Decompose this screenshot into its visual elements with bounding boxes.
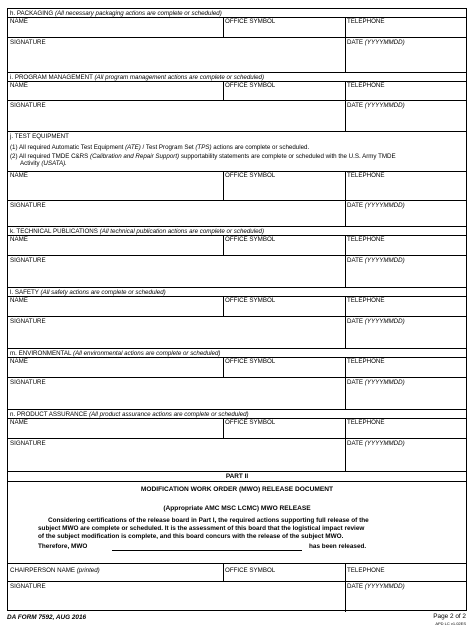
product-assurance-signature-field[interactable] — [10, 447, 342, 470]
date-label: DATE (YYYYMMDD) — [347, 318, 405, 325]
product-assurance-telephone-field[interactable] — [347, 426, 465, 437]
signature-label: SIGNATURE — [10, 39, 46, 46]
date-label: DATE (YYYYMMDD) — [347, 102, 405, 109]
safety-date-field[interactable] — [347, 325, 465, 347]
apd-version: APD LC v1.02ES — [435, 621, 466, 626]
office-symbol-label: OFFICE SYMBOL — [225, 358, 276, 365]
safety-signature-field[interactable] — [10, 325, 342, 347]
part-2-body — [8, 482, 466, 564]
telephone-label: TELEPHONE — [347, 297, 385, 304]
part-2-heading: MODIFICATION WORK ORDER (MWO) RELEASE DOCUMENT — [140, 486, 334, 493]
signature-label: SIGNATURE — [10, 583, 46, 590]
section-header: j. TEST EQUIPMENT — [10, 133, 69, 140]
name-label: NAME — [10, 358, 28, 365]
tech-pubs-name-field[interactable] — [10, 243, 220, 254]
product-assurance-office-field[interactable] — [225, 426, 343, 437]
tech-pubs-telephone-field[interactable] — [347, 243, 465, 254]
section-header: i. PROGRAM MANAGEMENT (All program management actions are complete or scheduled) — [10, 74, 265, 81]
office-symbol-label: OFFICE SYMBOL — [225, 82, 276, 89]
environmental-date-field[interactable] — [347, 386, 465, 408]
chairperson-telephone-field[interactable] — [347, 574, 465, 580]
environmental-signature-field[interactable] — [10, 386, 342, 408]
packaging-signature-field[interactable] — [10, 46, 342, 71]
section-header: n. PRODUCT ASSURANCE (All product assurance actions are complete or scheduled) — [10, 411, 249, 418]
environmental-office-field[interactable] — [225, 365, 343, 376]
name-label: NAME — [10, 419, 28, 426]
signature-label: SIGNATURE — [10, 257, 46, 264]
form-identifier: DA FORM 7592, AUG 2016 — [7, 614, 87, 621]
name-label: NAME — [10, 172, 28, 179]
test-equipment-item-2-cont: Activity (USATA). — [20, 160, 67, 167]
signature-label: SIGNATURE — [10, 440, 46, 447]
chairperson-name-field[interactable] — [10, 574, 220, 580]
packaging-date-field[interactable] — [347, 46, 465, 71]
program-mgmt-telephone-field[interactable] — [347, 89, 465, 99]
part-2-title: PART II — [225, 473, 249, 480]
telephone-label: TELEPHONE — [347, 419, 385, 426]
section-chairperson — [8, 564, 466, 612]
date-label: DATE (YYYYMMDD) — [347, 257, 405, 264]
section-header: m. ENVIRONMENTAL (All environmental actions are complete or scheduled) — [10, 350, 221, 357]
part-2-subheading: (Appropriate AMC MSC LCMC) MWO RELEASE — [163, 505, 311, 512]
section-header: l. SAFETY (All safety actions are complete or scheduled) — [10, 289, 166, 296]
signature-label: SIGNATURE — [10, 102, 46, 109]
office-symbol-label: OFFICE SYMBOL — [225, 297, 276, 304]
section-safety — [8, 288, 466, 349]
name-label: NAME — [10, 82, 28, 89]
test-equipment-date-field[interactable] — [347, 209, 465, 225]
tech-pubs-date-field[interactable] — [347, 264, 465, 286]
date-label: DATE (YYYYMMDD) — [347, 202, 405, 209]
tech-pubs-signature-field[interactable] — [10, 264, 342, 286]
test-equipment-name-field[interactable] — [10, 180, 220, 198]
packaging-office-field[interactable] — [225, 25, 343, 36]
test-equipment-item-2: (2) All required TMDE C&RS (Calibration and Repair Support) supportability statements are complete or scheduled with the U.S. Army TMDE — [10, 153, 396, 160]
signature-label: SIGNATURE — [10, 318, 46, 325]
section-product-assurance — [8, 410, 466, 472]
telephone-label: TELEPHONE — [347, 358, 385, 365]
name-label: NAME — [10, 18, 28, 25]
test-equipment-item-1: (1) All required Automatic Test Equipment (ATE) / Test Program Set (TPS) actions are complete or scheduled. — [10, 144, 310, 151]
chairperson-date-field[interactable] — [347, 590, 465, 610]
tech-pubs-office-field[interactable] — [225, 243, 343, 254]
section-test-equipment — [8, 132, 466, 227]
program-mgmt-date-field[interactable] — [347, 109, 465, 130]
chairperson-name-label: CHAIRPERSON NAME (printed) — [10, 567, 100, 574]
program-mgmt-office-field[interactable] — [225, 89, 343, 99]
section-program-management — [8, 73, 466, 132]
packaging-name-field[interactable] — [10, 25, 220, 36]
section-header: k. TECHNICAL PUBLICATIONS (All technical publication actions are complete or scheduled) — [10, 228, 265, 235]
page-number: Page 2 of 2 — [433, 613, 466, 620]
form-page-2 — [7, 8, 467, 611]
test-equipment-office-field[interactable] — [225, 180, 343, 198]
environmental-telephone-field[interactable] — [347, 365, 465, 376]
packaging-telephone-field[interactable] — [347, 25, 465, 36]
section-technical-publications — [8, 227, 466, 288]
chairperson-signature-field[interactable] — [10, 590, 342, 610]
telephone-label: TELEPHONE — [347, 236, 385, 243]
telephone-label: TELEPHONE — [347, 82, 385, 89]
program-mgmt-signature-field[interactable] — [10, 109, 342, 130]
test-equipment-signature-field[interactable] — [10, 209, 342, 225]
safety-name-field[interactable] — [10, 304, 220, 315]
office-symbol-label: OFFICE SYMBOL — [225, 172, 276, 179]
signature-label: SIGNATURE — [10, 202, 46, 209]
safety-office-field[interactable] — [225, 304, 343, 315]
product-assurance-date-field[interactable] — [347, 447, 465, 470]
released-text: has been released. — [309, 543, 367, 550]
mwo-number-field[interactable] — [112, 543, 302, 551]
chairperson-office-field[interactable] — [225, 574, 343, 580]
office-symbol-label: OFFICE SYMBOL — [225, 236, 276, 243]
name-label: NAME — [10, 297, 28, 304]
office-symbol-label: OFFICE SYMBOL — [225, 567, 276, 574]
release-therefore-line: Therefore, MWO — [38, 543, 88, 550]
section-header: h. PACKAGING (All necessary packaging actions are complete or scheduled) — [10, 10, 222, 17]
office-symbol-label: OFFICE SYMBOL — [225, 419, 276, 426]
signature-label: SIGNATURE — [10, 379, 46, 386]
date-label: DATE (YYYYMMDD) — [347, 440, 405, 447]
office-symbol-label: OFFICE SYMBOL — [225, 18, 276, 25]
telephone-label: TELEPHONE — [347, 18, 385, 25]
date-label: DATE (YYYYMMDD) — [347, 379, 405, 386]
product-assurance-name-field[interactable] — [10, 426, 220, 437]
program-mgmt-name-field[interactable] — [10, 89, 220, 99]
release-statement: Considering certifications of the release board in Part I, the required actions supporting full release of the subject MWO are complete or scheduled. It is the assessment of this board that the logistical impact review of the subject modification is complete, and this board concurs with the release of the subject MWO. — [38, 517, 369, 541]
telephone-label: TELEPHONE — [347, 567, 385, 574]
safety-telephone-field[interactable] — [347, 304, 465, 315]
date-label: DATE (YYYYMMDD) — [347, 583, 405, 590]
section-packaging — [8, 9, 466, 73]
date-label: DATE (YYYYMMDD) — [347, 39, 405, 46]
part-2-title-row — [8, 472, 466, 482]
section-environmental — [8, 349, 466, 410]
test-equipment-telephone-field[interactable] — [347, 180, 465, 198]
telephone-label: TELEPHONE — [347, 172, 385, 179]
environmental-name-field[interactable] — [10, 365, 220, 376]
name-label: NAME — [10, 236, 28, 243]
